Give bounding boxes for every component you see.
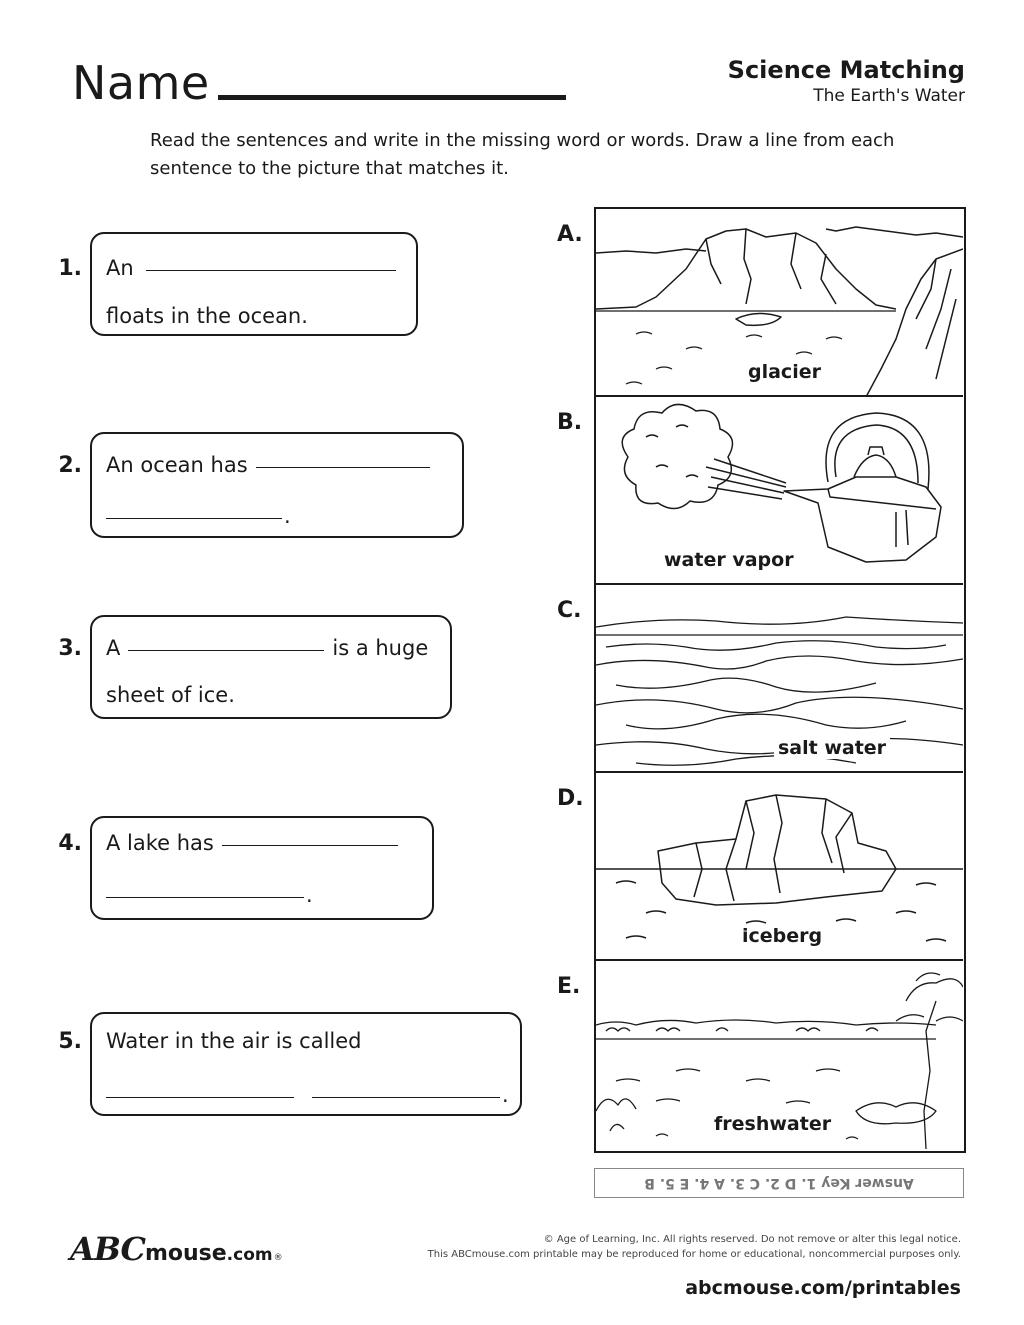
question-text: A — [106, 636, 121, 660]
question-1-line-2 — [106, 304, 308, 328]
question-text: Water in the air is called — [106, 1029, 362, 1053]
question-4-line-1 — [106, 831, 400, 855]
caption-water-vapor: water vapor — [660, 549, 798, 571]
answer-key: Answer Key 1. D 2. C 3. A 4. E 5. B — [594, 1168, 964, 1198]
legal-notice-line-2: This ABCmouse.com printable may be reproduced for home or educational, noncommercial purposes only. — [427, 1249, 961, 1260]
answer-blank[interactable] — [128, 650, 324, 651]
picture-letter-d: D. — [557, 786, 584, 811]
legal-notice-line-1: © Age of Learning, Inc. All rights reserved. Do not remove or alter this legal notice. — [543, 1234, 961, 1245]
question-number: 3. — [58, 636, 82, 661]
answer-blank[interactable] — [106, 897, 304, 898]
instructions: Read the sentences and write in the missing word or words. Draw a line from each sentence to the picture that matches it. — [150, 130, 895, 179]
picture-panel-e[interactable] — [596, 961, 963, 1149]
question-text: . — [502, 1083, 509, 1107]
question-number: 1. — [58, 256, 82, 281]
question-text: . — [284, 504, 291, 528]
caption-glacier: glacier — [744, 361, 825, 383]
question-4-line-2 — [106, 883, 313, 907]
question-text: is a huge — [332, 636, 429, 660]
question-3-line-2 — [106, 683, 235, 707]
caption-iceberg: iceberg — [738, 925, 826, 947]
picture-letter-b: B. — [557, 410, 583, 435]
answer-blank[interactable] — [312, 1097, 500, 1098]
question-text: . — [306, 883, 313, 907]
question-text: sheet of ice. — [106, 683, 235, 707]
picture-column — [594, 207, 966, 1153]
question-2-line-1 — [106, 453, 432, 477]
abcmouse-logo — [70, 1230, 283, 1268]
answer-blank[interactable] — [106, 518, 282, 519]
question-5-line-2 — [106, 1083, 509, 1107]
question-1-line-1 — [106, 256, 398, 280]
question-text: A lake has — [106, 831, 214, 855]
question-text: floats in the ocean. — [106, 304, 308, 328]
worksheet-subtitle: The Earth's Water — [813, 86, 965, 106]
question-text: An ocean has — [106, 453, 248, 477]
picture-panel-c[interactable] — [596, 585, 963, 773]
picture-panel-b[interactable] — [596, 397, 963, 585]
name-label: Name — [72, 56, 210, 110]
picture-panel-d[interactable] — [596, 773, 963, 961]
answer-blank[interactable] — [106, 1097, 294, 1098]
footer-url-link[interactable]: abcmouse.com/printables — [685, 1277, 961, 1299]
answer-blank[interactable] — [146, 270, 396, 271]
logo-mouse-text: mouse — [144, 1241, 227, 1266]
name-write-line — [218, 95, 566, 100]
logo-registered-mark: ® — [273, 1253, 283, 1263]
question-3-line-1 — [106, 636, 428, 660]
logo-abc-text: ABC — [70, 1230, 145, 1268]
question-2-line-2 — [106, 504, 291, 528]
picture-letter-c: C. — [557, 598, 582, 623]
picture-panel-a[interactable] — [596, 209, 963, 397]
picture-letter-a: A. — [557, 222, 583, 247]
question-number: 2. — [58, 453, 82, 478]
question-text: An — [106, 256, 134, 280]
question-number: 4. — [58, 831, 82, 856]
answer-blank[interactable] — [222, 845, 398, 846]
answer-blank[interactable] — [256, 467, 430, 468]
caption-salt-water: salt water — [774, 737, 890, 759]
question-number: 5. — [58, 1029, 82, 1054]
caption-freshwater: freshwater — [710, 1113, 835, 1135]
logo-dotcom-text: .com — [226, 1245, 273, 1265]
question-5-line-1 — [106, 1029, 362, 1053]
worksheet-title: Science Matching — [727, 56, 965, 84]
picture-letter-e: E. — [557, 974, 581, 999]
